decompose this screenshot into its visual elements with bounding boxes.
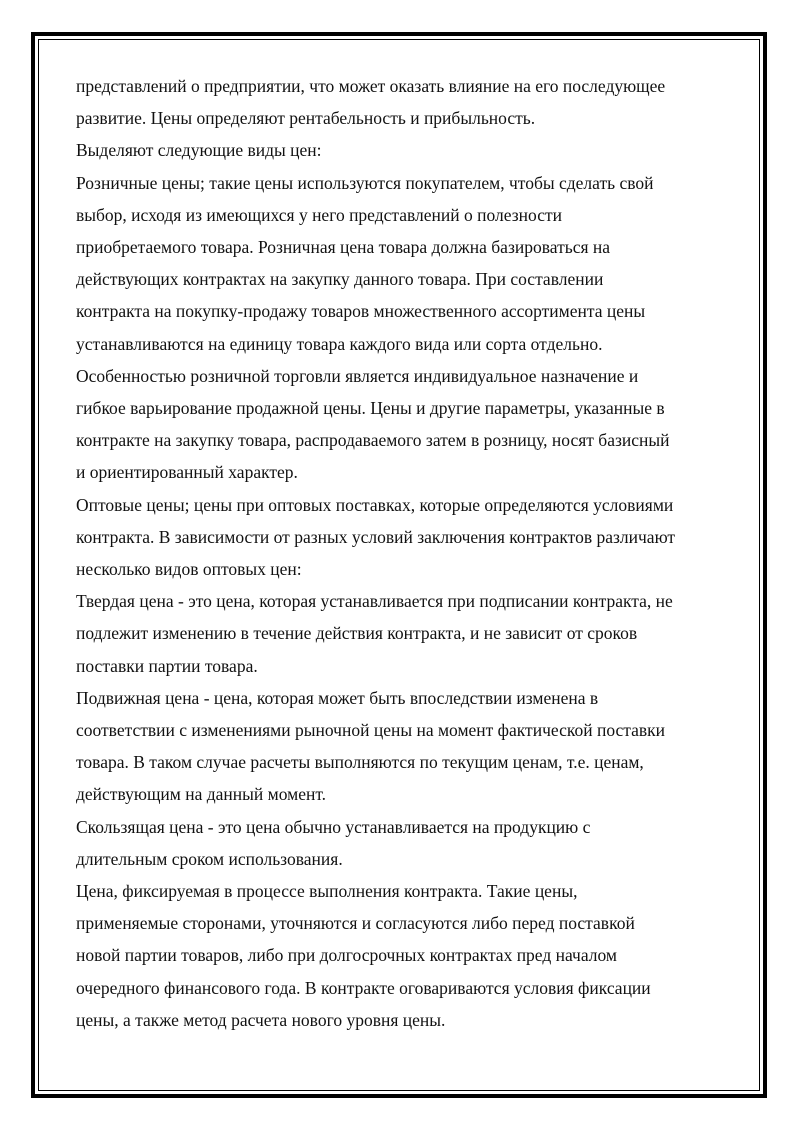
document-text-line: гибкое варьирование продажной цены. Цены и другие параметры, указанные в — [76, 398, 665, 419]
document-text-line: Твердая цена - это цена, которая устанавливается при подписании контракта, не — [76, 591, 673, 612]
document-text-line: действующих контрактах на закупку данного товара. При составлении — [76, 269, 604, 290]
document-text-line: Розничные цены; такие цены используются покупателем, чтобы сделать свой — [76, 172, 654, 193]
document-text-line: контракта на покупку-продажу товаров множественного ассортимента цены — [76, 301, 646, 322]
document-text-line: представлений о предприятии, что может оказать влияние на его последующее — [76, 76, 666, 96]
document-text-line: приобретаемого товара. Розничная цена товара должна базироваться на — [76, 237, 611, 258]
document-text-line: Подвижная цена - цена, которая может быть впоследствии изменена в — [76, 687, 599, 708]
document-text-line: новой партии товаров, либо при долгосрочных контрактах пред началом — [76, 945, 618, 966]
document-text-line: цены, а также метод расчета нового уровня цены. — [76, 1009, 446, 1030]
document-text-line: развитие. Цены определяют рентабельность и прибыльность. — [76, 108, 536, 129]
document-text-line: применяемые сторонами, уточняются и согласуются либо перед поставкой — [76, 913, 635, 934]
document-text-line: несколько видов оптовых цен: — [76, 559, 302, 580]
document-text-line: поставки партии товара. — [76, 655, 258, 676]
document-text-line: контракта. В зависимости от разных условий заключения контрактов различают — [76, 526, 676, 547]
document-text-line: действующим на данный момент. — [76, 784, 327, 805]
document-body — [76, 70, 736, 1036]
document-text-line: Цена, фиксируемая в процессе выполнения контракта. Такие цены, — [76, 881, 578, 902]
document-text-line: товара. В таком случае расчеты выполняются по текущим ценам, т.е. ценам, — [76, 752, 644, 773]
document-text-line: Выделяют следующие виды цен: — [76, 140, 322, 161]
document-text-line: очередного финансового года. В контракте оговариваются условия фиксации — [76, 977, 651, 998]
document-text-line: контракте на закупку товара, распродаваемого затем в розницу, носят базисный — [76, 430, 670, 451]
document-text-line: соответствии с изменениями рыночной цены на момент фактической поставки — [76, 720, 666, 741]
document-text-line: длительным сроком использования. — [76, 848, 343, 869]
document-text-line: Оптовые цены; цены при оптовых поставках, которые определяются условиями — [76, 494, 674, 515]
document-text-line: подлежит изменению в течение действия контракта, и не зависит от сроков — [76, 623, 638, 644]
document-text-line: выбор, исходя из имеющихся у него представлений о полезности — [76, 204, 562, 225]
document-text-line: и ориентированный характер. — [76, 462, 298, 483]
document-text-line: Особенностью розничной торговли является индивидуальное назначение и — [76, 365, 639, 386]
document-text-line: устанавливаются на единицу товара каждого вида или сорта отдельно. — [76, 333, 603, 354]
document-text-line: Скользящая цена - это цена обычно устанавливается на продукцию с — [76, 816, 591, 837]
